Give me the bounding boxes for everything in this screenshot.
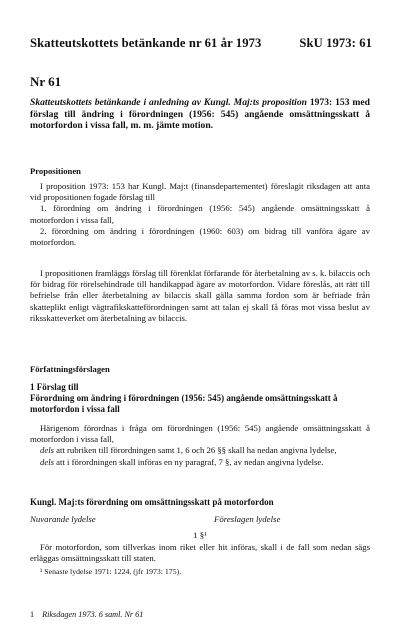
lead-italic: Skatteutskottets betänkande i anledning av Kungl. Maj:ts proposition <box>30 97 307 108</box>
section-heading-propositionen: Propositionen <box>30 166 81 176</box>
page-footer <box>30 610 143 619</box>
paragraph: I propositionen framläggs förslag till förenklat förfarande för återbetalning av s. k. bilaccis och för bidrag för rörelsehindrade till handikappad ägare av motorfordon. Vidare föreslås, att rätt till befrielse från eller återbetalning av bilaccis skall gälla samma fordon som är befriade från skatteplikt enligt vägtrafikskatteförordningen samt att talan ej skall få föras mot vissa beslut av riksskatteverket om återbetalning av bilaccis. <box>30 268 370 323</box>
proposal-title: Förordning om ändring i förordningen (1956: 545) angående omsättningsskatt å motorfordon i vissa fall <box>30 393 338 415</box>
propositionen-summary <box>30 268 370 324</box>
section-propositionen <box>30 166 370 176</box>
clause-text: att rubriken till förordningen samt 1, 6 och 26 §§ skall ha nedan angivna lydelse, <box>56 445 337 456</box>
clause-text: att i förordningen skall införas en ny paragraf, 7 §, av nedan angivna lydelse. <box>56 456 324 467</box>
dels-word: dels <box>40 445 54 456</box>
paragraph <box>30 445 370 456</box>
lead-rest: 1973: 153 med förslag till ändring i förordningen (1956: 545) angående omsättningsskatt å motorfordon i vissa fall, m. m. jämte motion. <box>30 97 371 132</box>
footer-page-number: 1 <box>30 610 35 619</box>
list-item: 2. förordning om ändring i förordningen (1960: 603) om bidrag till vanföra ägare av motorfordon. <box>30 225 370 248</box>
column-proposed-wording: Föreslagen lydelse <box>214 514 281 524</box>
proposal-subheading: 1 Förslag till <box>30 382 79 392</box>
running-header <box>30 36 372 51</box>
report-lead <box>30 97 370 132</box>
header-title: Skatteutskottets betänkande nr 61 år 1973 <box>30 36 262 50</box>
ordinance-columns <box>30 514 370 524</box>
list-item: 1. förordning om ändring i förordningen (1956: 545) angående omsättningsskatt å motorfordon i vissa fall, <box>30 203 370 225</box>
report-number: Nr 61 <box>30 74 62 89</box>
dels-word: dels <box>40 456 54 467</box>
proposal-title-block <box>30 382 370 416</box>
paragraph: I proposition 1973: 153 har Kungl. Maj:t (finansdepartementet) föreslagit riksdagen att anta vid propositionen fogade förslag till <box>30 181 370 203</box>
ordinance-section <box>30 530 370 578</box>
ordinance-heading <box>30 497 370 508</box>
header-reference: SkU 1973: 61 <box>299 36 372 50</box>
column-current-wording: Nuvarande lydelse <box>30 514 96 524</box>
paragraph: För motorfordon, som tillverkas inom riket eller hit införas, skall i de fall som nedan sägs erläggas omsättningsskatt till staten. <box>30 542 370 564</box>
propositionen-body <box>30 181 370 248</box>
paragraph <box>30 457 370 468</box>
section-heading-forfattning: Författningsförslagen <box>30 364 110 374</box>
proposal-body <box>30 423 370 468</box>
paragraph-number: 1 §¹ <box>193 530 207 540</box>
section-forfattning <box>30 364 370 374</box>
footnote: ¹ Senaste lydelse 1971: 1224, (jfr 1973: 175). <box>40 567 182 577</box>
footer-text: Riksdagen 1973. 6 saml. Nr 61 <box>42 610 144 619</box>
ordinance-title: Kungl. Maj:ts förordning om omsättningsskatt på motorfordon <box>30 497 274 507</box>
paragraph: Härigenom förordnas i fråga om förordningen (1956: 545) angående omsättningsskatt å motorfordon i vissa fall, <box>30 423 370 445</box>
